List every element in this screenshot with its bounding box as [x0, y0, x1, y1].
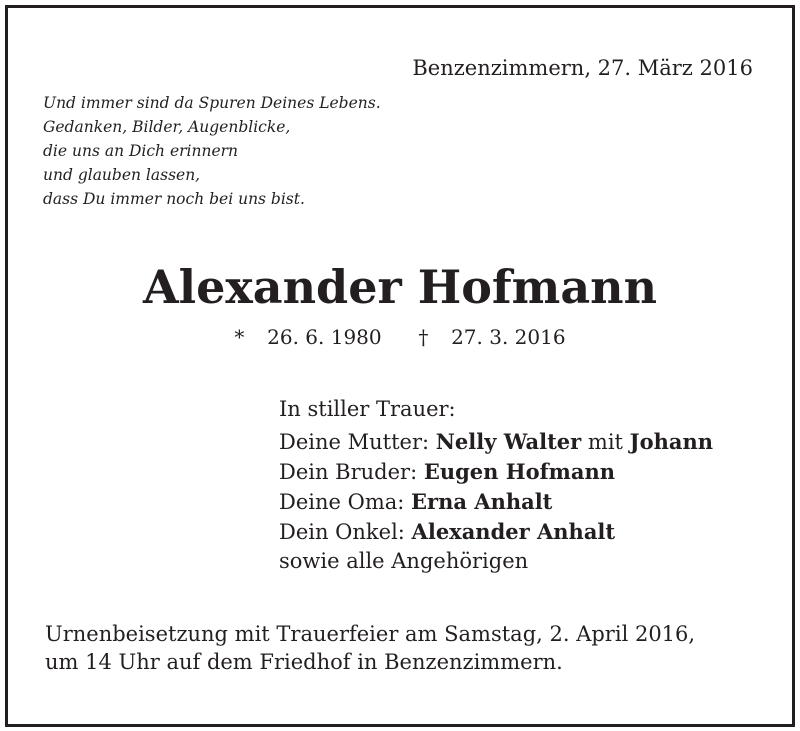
- mourner-name: Nelly Walter: [435, 429, 582, 454]
- poem-line: dass Du immer noch bei uns bist.: [43, 190, 305, 208]
- memorial-poem: [43, 91, 381, 211]
- funeral-line: Urnenbeisetzung mit Trauerfeier am Samstag, 2. April 2016,: [45, 622, 696, 646]
- birth-symbol: *: [234, 325, 245, 349]
- mourners-closing: sowie alle Angehörigen: [279, 549, 529, 573]
- mourner-row: [279, 487, 713, 517]
- mourner-row: [279, 457, 713, 487]
- mourner-row: [279, 517, 713, 547]
- poem-line: die uns an Dich erinnern: [43, 142, 239, 160]
- deceased-name: Alexander Hofmann: [142, 260, 658, 314]
- mourner-relation: Dein Onkel:: [279, 520, 412, 544]
- life-dates: [0, 324, 800, 350]
- mourner-name: Eugen Hofmann: [423, 459, 615, 484]
- death-date: 27. 3. 2016: [451, 325, 566, 349]
- poem-line: Gedanken, Bilder, Augenblicke,: [43, 118, 291, 136]
- poem-line: Und immer sind da Spuren Deines Lebens.: [43, 94, 381, 112]
- mourner-partner: Johann: [629, 429, 714, 454]
- birth-date: 26. 6. 1980: [267, 325, 382, 349]
- mourner-row: [279, 427, 713, 457]
- poem-line: und glauben lassen,: [43, 166, 201, 184]
- funeral-info: [45, 620, 695, 676]
- mourner-relation: Deine Oma:: [279, 490, 412, 514]
- mourner-relation: Dein Bruder:: [279, 460, 424, 484]
- mourner-name: Alexander Anhalt: [411, 519, 616, 544]
- mourner-connector: mit: [581, 430, 630, 454]
- mourner-name: Erna Anhalt: [411, 489, 553, 514]
- place-and-date: Benzenzimmern, 27. März 2016: [412, 56, 753, 80]
- mourner-relation: Deine Mutter:: [279, 430, 436, 454]
- funeral-line: um 14 Uhr auf dem Friedhof in Benzenzimmern.: [45, 650, 563, 674]
- mourners-intro: In stiller Trauer:: [279, 397, 456, 421]
- mourners-block: [279, 395, 713, 576]
- death-symbol: †: [418, 325, 429, 349]
